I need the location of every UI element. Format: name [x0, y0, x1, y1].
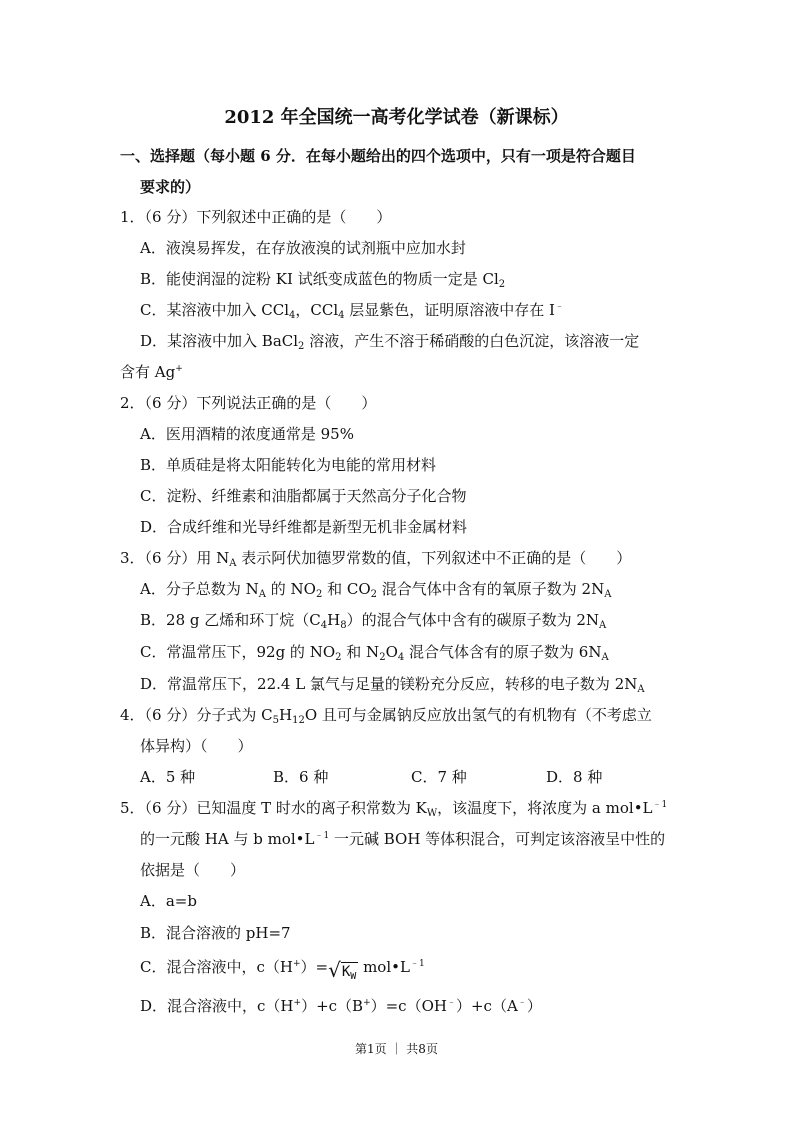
q2-option-a: A．医用酒精的浓度通常是 95% [140, 425, 354, 443]
q3-option-c: C．常温常压下，92g 的 $NO_2$ 和 $N_2O_4$ 混合气体含有的原子数为 $6N_A$ [140, 643, 609, 663]
q3-option-a: A．分子总数为 $N_A$ 的 $NO_2$ 和 $CO_2$ 混合气体中含有的氧原子数为 $2N_A$ [140, 580, 612, 600]
q5-stem-line3: 依据是（ ） [140, 861, 246, 879]
q2-stem: 2．（6 分）下列说法正确的是（ ） [120, 394, 377, 412]
q5-stem-line1: 5．（6 分）已知温度 T 时水的离子积常数为 $K_W$，该温度下，将浓度为 a $mol•L^{﹣1}$ [120, 799, 668, 819]
q1-stem: 1．（6 分）下列叙述中正确的是（ ） [120, 208, 392, 226]
q1-option-a: A．液溴易挥发，在存放液溴的试剂瓶中应加水封 [140, 239, 466, 257]
q4-option-c: C．7 种 [411, 768, 467, 786]
q2-option-b: B．单质硅是将太阳能转化为电能的常用材料 [140, 456, 437, 474]
q2-option-c: C．淀粉、纤维素和油脂都属于天然高分子化合物 [140, 487, 467, 505]
q4-option-b: B．6 种 [273, 768, 329, 786]
q3-stem: 3．（6 分）用 $N_A$ 表示阿伏加德罗常数的值，下列叙述中不正确的是（ ） [120, 549, 632, 569]
q3-option-b: B．28 g 乙烯和环丁烷$(C_4H_8)$的混合气体中含有的碳原子数为 $2N_A$ [140, 611, 607, 631]
q2-option-d: D．合成纤维和光导纤维都是新型无机非金属材料 [140, 518, 468, 536]
q4-stem: 4．（6 分）分子式为 $C_5H_{12}O$ 且可与金属钠反应放出氢气的有机物有（不考虑立 [120, 706, 652, 726]
q5-option-b: B．混合溶液的 pH=7 [140, 924, 291, 942]
q4-option-d: D．8 种 [546, 768, 603, 786]
q5-option-a: A．a=b [140, 892, 197, 910]
section-heading-line1: 一、选择题（每小题 6 分．在每小题给出的四个选项中，只有一项是符合题目 [120, 147, 636, 165]
q5-option-c: C．混合溶液中，$c(H^+)=√K_W$ $mol•L^{﹣1}$ [140, 958, 425, 982]
page-footer: 第1页 ｜ 共8页 [355, 1042, 438, 1056]
q4-stem-line2: 体异构）（ ） [140, 737, 253, 755]
q1-option-d-line2: 含有 Ag+ [120, 363, 183, 381]
section-heading-line2: 要求的） [140, 178, 201, 196]
q5-stem-line2: 的一元酸 HA 与 b $mol•L^{﹣1}$ 一元碱 BOH 等体积混合，可判定该溶液呈中性的 [140, 830, 666, 848]
q4-option-a: A．5 种 [140, 768, 196, 786]
page-title: 2012 年全国统一高考化学试卷（新课标） [224, 107, 569, 128]
q5-option-d: D．混合溶液中，c（H+）+c（B+）=c（OH﹣）+c（A﹣） [140, 997, 542, 1015]
q1-option-d: D．某溶液中加入 BaCl$_2$ 溶液，产生不溶于稀硝酸的白色沉淀，该溶液一定 [140, 332, 640, 352]
q3-option-d: D．常温常压下，22.4 L 氯气与足量的镁粉充分反应，转移的电子数为 $2N_A$ [140, 675, 645, 695]
q1-option-b: B．能使润湿的淀粉 KI 试纸变成蓝色的物质一定是 $Cl_2$ [140, 270, 506, 290]
square-root-symbol: $√K_W$ [328, 958, 357, 982]
q1-option-c: C．某溶液中加入 CCl$_4$，CCl$_4$ 层显紫色，证明原溶液中存在 I﹣ [140, 301, 564, 321]
